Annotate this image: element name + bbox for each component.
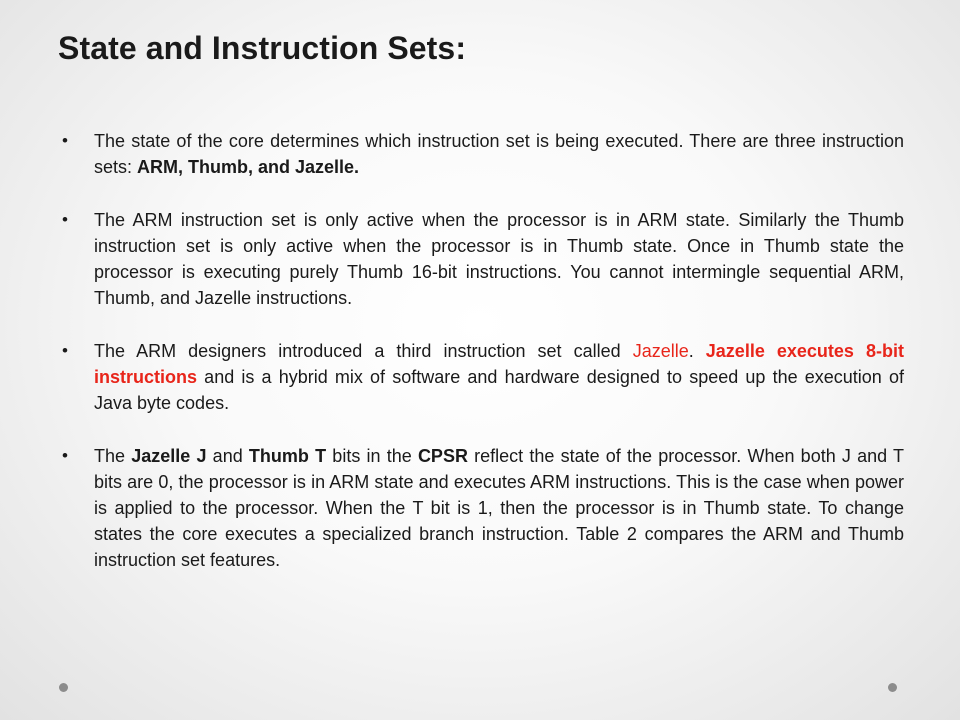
bullet-item-cpsr-bits: [62, 443, 904, 573]
bullet-item-jazelle: [62, 338, 904, 416]
bullet-dot-icon: •: [62, 131, 68, 150]
bullet-item-arm-state: [62, 207, 904, 311]
highlight-text: Jazelle: [632, 341, 689, 361]
bullet-bold-text: CPSR: [417, 446, 468, 466]
highlight-bold-text: Jazelle executes 8-bit instructions: [94, 341, 904, 387]
bullet-bold-text: Jazelle J: [131, 446, 207, 466]
bullet-text: and: [206, 446, 249, 466]
decorative-dot-icon: [59, 683, 68, 692]
bullet-bold-text: ARM, Thumb, and Jazelle.: [137, 157, 360, 177]
bullet-text: reflect the state of the processor. When both J and T bits are 0, the processor is in ARM state and executes ARM instructions. This is the case when power is applied to the processor. When the T bit is 1, then the processor is in Thumb state. To change states the core executes a specialized branch instruction. Table 2 compares the ARM and Thumb instruction set features.: [94, 446, 905, 570]
decorative-dot-icon: [888, 683, 897, 692]
bullet-text: and is a hybrid mix of software and hardware designed to speed up the execution of Java byte codes.: [94, 367, 904, 413]
bullet-text: The ARM instruction set is only active when the processor is in ARM state. Similarly the Thumb instruction set is only active when the processor is in Thumb state. Once in Thumb state the processor is executing purely Thumb 16-bit instructions. You cannot intermingle sequential ARM, Thumb, and Jazelle instructions.: [94, 210, 904, 308]
bullet-bold-text: Thumb T: [248, 446, 327, 466]
bullet-text: The: [94, 446, 132, 466]
bullet-list: [62, 128, 904, 600]
bullet-dot-icon: •: [62, 341, 68, 360]
bullet-item-instruction-sets: [62, 128, 904, 180]
bullet-text: bits in the: [326, 446, 418, 466]
slide-title: State and Instruction Sets:: [58, 30, 467, 66]
bullet-text: The state of the core determines which instruction set is being executed. There are three instruction sets:: [94, 131, 904, 177]
bullet-dot-icon: •: [62, 446, 68, 465]
bullet-text: .: [688, 341, 706, 361]
bullet-text: The ARM designers introduced a third instruction set called: [94, 341, 633, 361]
bullet-dot-icon: •: [62, 210, 68, 229]
